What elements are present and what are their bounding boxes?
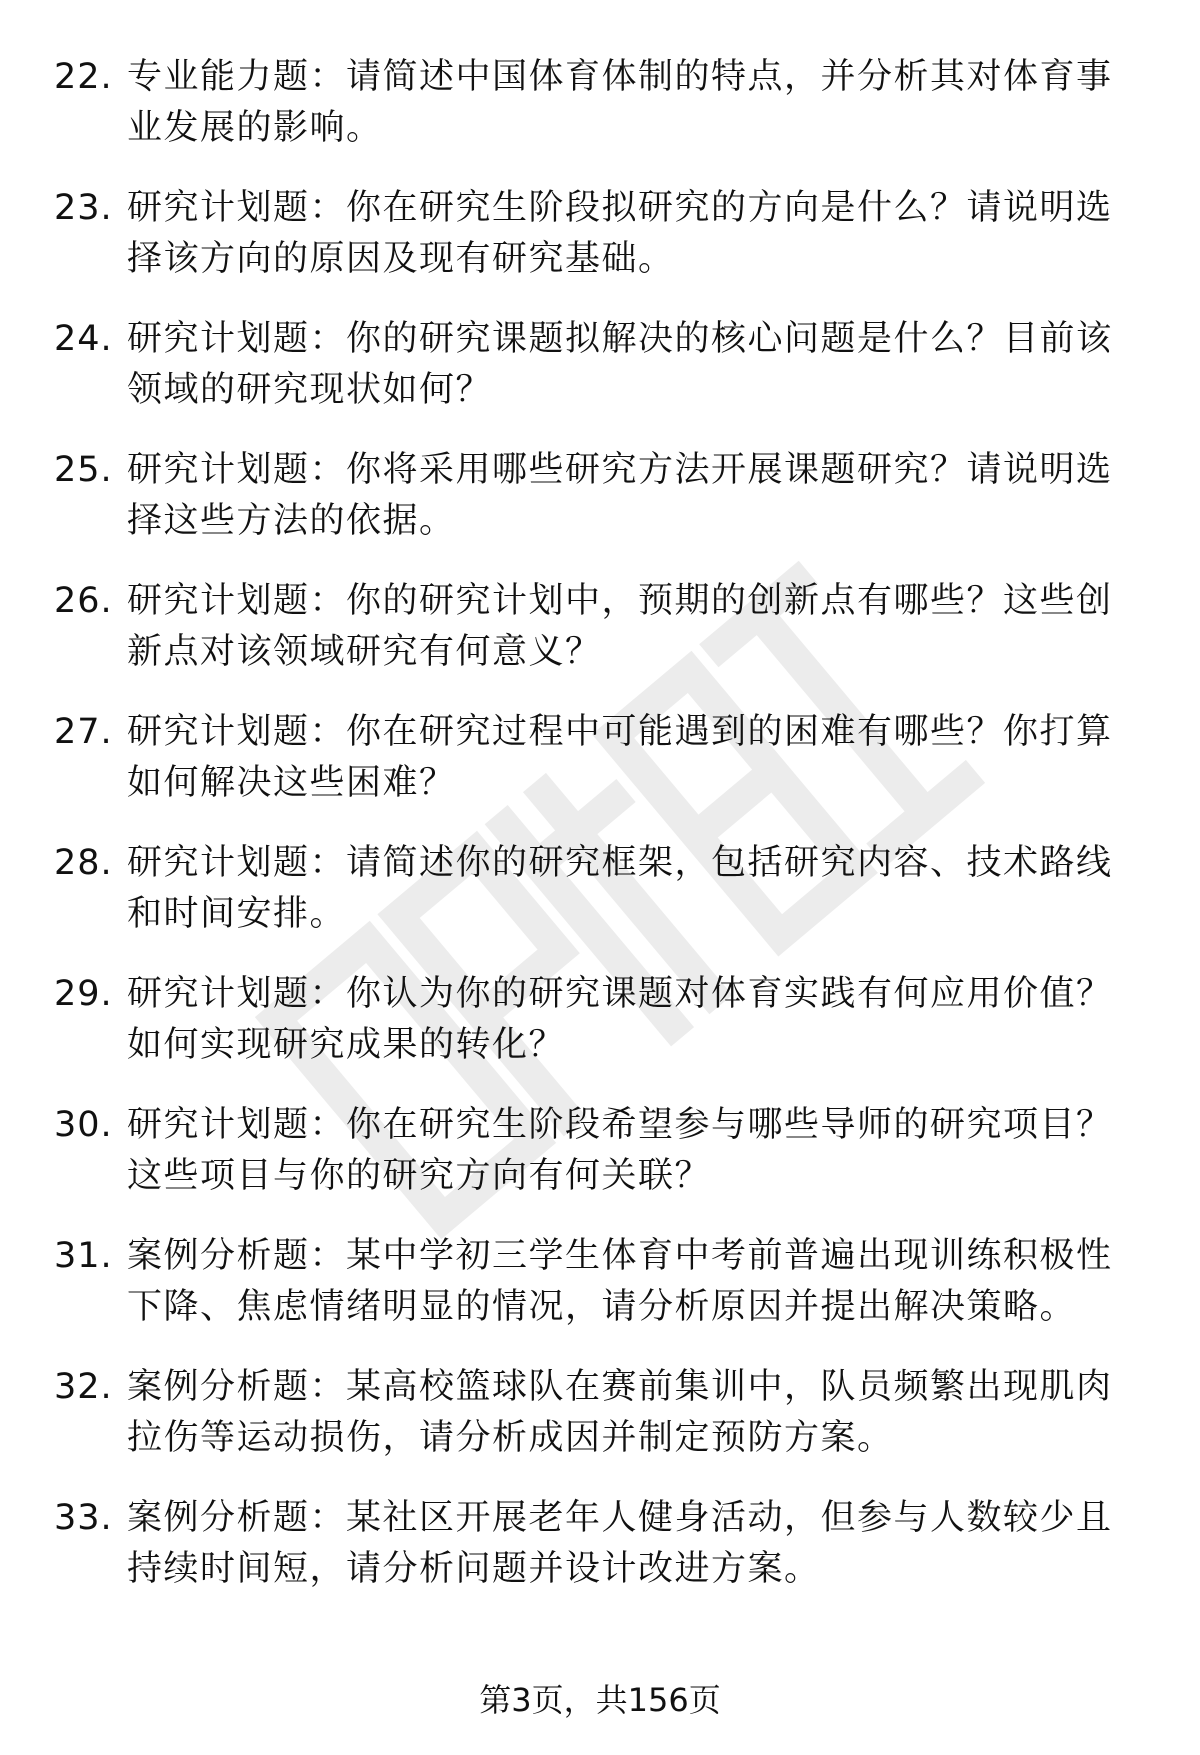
question-number: 23. xyxy=(54,188,113,228)
question-item xyxy=(0,445,1200,576)
question-item xyxy=(0,1231,1200,1362)
question-text: 研究计划题：你将采用哪些研究方法开展课题研究？请说明选择这些方法的依据。 xyxy=(127,450,1113,541)
question-text: 研究计划题：你在研究生阶段希望参与哪些导师的研究项目？这些项目与你的研究方向有何关联？ xyxy=(127,1105,1113,1196)
question-item xyxy=(0,1493,1200,1624)
question-text: 研究计划题：你在研究过程中可能遇到的困难有哪些？你打算如何解决这些困难？ xyxy=(127,712,1113,803)
question-number: 31. xyxy=(54,1236,113,1276)
question-text: 研究计划题：请简述你的研究框架，包括研究内容、技术路线和时间安排。 xyxy=(127,843,1113,934)
question-text: 研究计划题：你的研究计划中，预期的创新点有哪些？这些创新点对该领域研究有何意义？ xyxy=(127,581,1113,672)
question-number: 24. xyxy=(54,319,113,359)
question-item xyxy=(0,1362,1200,1493)
question-text: 研究计划题：你认为你的研究课题对体育实践有何应用价值？如何实现研究成果的转化？ xyxy=(127,974,1113,1065)
question-number: 25. xyxy=(54,450,113,490)
question-item xyxy=(0,183,1200,314)
question-item xyxy=(0,707,1200,838)
question-number: 33. xyxy=(54,1498,113,1538)
question-item xyxy=(0,969,1200,1100)
question-text: 专业能力题：请简述中国体育体制的特点，并分析其对体育事业发展的影响。 xyxy=(127,57,1113,148)
question-item xyxy=(0,52,1200,183)
question-text: 案例分析题：某社区开展老年人健身活动，但参与人数较少且持续时间短，请分析问题并设计改进方案。 xyxy=(127,1498,1113,1589)
question-text: 研究计划题：你在研究生阶段拟研究的方向是什么？请说明选择该方向的原因及现有研究基础。 xyxy=(127,188,1113,279)
page-number-footer: 第3页，共156页 xyxy=(479,1681,721,1719)
question-item xyxy=(0,576,1200,707)
question-number: 28. xyxy=(54,843,113,883)
question-item xyxy=(0,314,1200,445)
question-number: 30. xyxy=(54,1105,113,1145)
question-number: 29. xyxy=(54,974,113,1014)
question-number: 32. xyxy=(54,1367,113,1407)
question-text: 案例分析题：某中学初三学生体育中考前普遍出现训练积极性下降、焦虑情绪明显的情况，请分析原因并提出解决策略。 xyxy=(127,1236,1113,1327)
question-text: 研究计划题：你的研究课题拟解决的核心问题是什么？目前该领域的研究现状如何？ xyxy=(127,319,1113,410)
question-number: 22. xyxy=(54,57,113,97)
question-number: 27. xyxy=(54,712,113,752)
question-number: 26. xyxy=(54,581,113,621)
question-list xyxy=(0,52,1200,1624)
question-item xyxy=(0,1100,1200,1231)
question-text: 案例分析题：某高校篮球队在赛前集训中，队员频繁出现肌肉拉伤等运动损伤，请分析成因并制定预防方案。 xyxy=(127,1367,1113,1458)
question-item xyxy=(0,838,1200,969)
